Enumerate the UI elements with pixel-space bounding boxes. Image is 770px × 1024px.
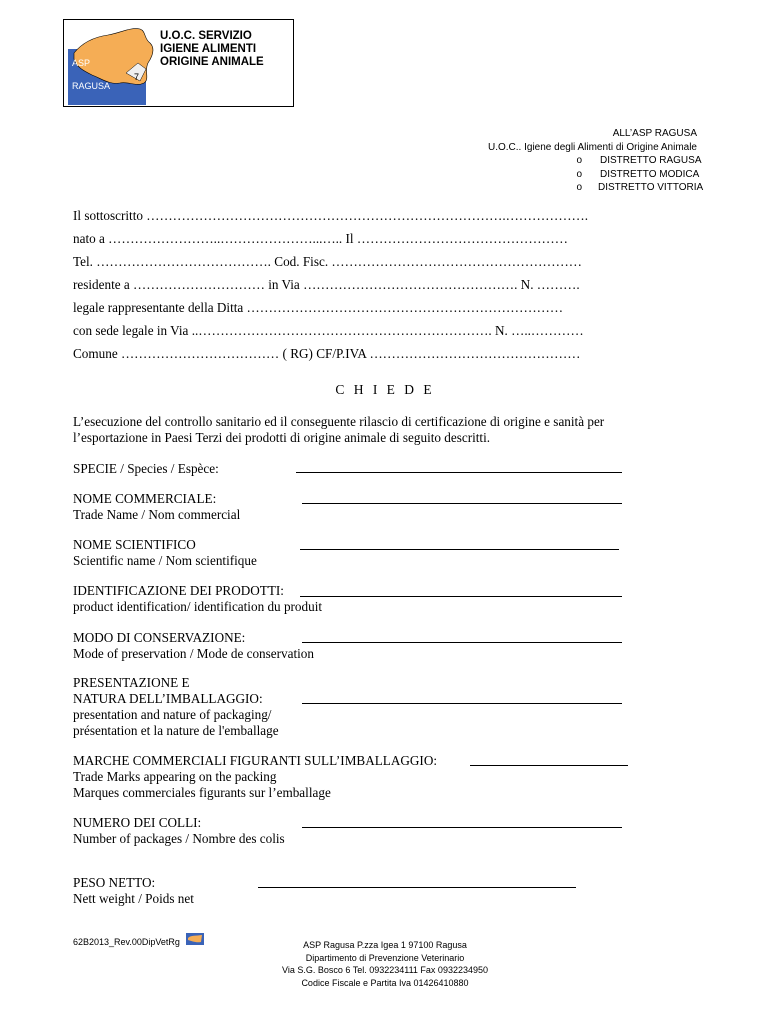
logo-line: IGIENE ALIMENTI — [160, 43, 257, 55]
recipient-line: U.O.C.. Igiene degli Alimenti di Origine Animale — [488, 141, 697, 153]
checkbox-bullet[interactable]: o — [576, 168, 582, 180]
district-ragusa — [488, 154, 702, 168]
identificazione-label: IDENTIFICAZIONE DEI PRODOTTI: — [73, 583, 284, 598]
form-line-comune[interactable]: Comune ……………………………… ( RG) CF/P.IVA ………………………………………… — [73, 346, 581, 361]
logo-line: ORIGINE ANIMALE — [160, 56, 264, 68]
footer-address — [275, 939, 495, 989]
logo-small-icon — [186, 933, 204, 945]
colli-sublabel: Number of packages / Nombre des colis — [73, 831, 285, 846]
colli-label: NUMERO DEI COLLI: — [73, 815, 202, 830]
marche-sublabel-2: Marques commerciales figurants sur l’emballage — [73, 785, 331, 800]
form-line-nato[interactable]: nato a ……………………..…………………...….. Il ………………………………………… — [73, 231, 568, 246]
recipient-line: ALL’ASP RAGUSA — [612, 128, 697, 139]
presentazione-input[interactable] — [302, 703, 622, 704]
logo-ragusa-text: RAGUSA — [72, 81, 111, 91]
marche-input[interactable] — [470, 765, 628, 766]
checkbox-bullet[interactable]: o — [576, 182, 582, 193]
peso-sublabel: Nett weight / Poids net — [73, 891, 194, 906]
identificazione-input[interactable] — [300, 596, 622, 597]
marche-sublabel: Trade Marks appearing on the packing — [73, 769, 277, 784]
modo-input[interactable] — [302, 642, 622, 643]
nome-commerciale-input[interactable] — [302, 503, 622, 504]
district-vittoria — [488, 181, 704, 195]
nome-commerciale-label: NOME COMMERCIALE: — [73, 491, 217, 506]
logo-line: U.O.C. SERVIZIO — [160, 30, 252, 42]
district-modica — [488, 168, 700, 182]
presentazione-label-2: NATURA DELL’IMBALLAGGIO: — [73, 691, 263, 706]
colli-input[interactable] — [302, 827, 622, 828]
footer-line: Dipartimento di Prevenzione Veterinario — [305, 952, 465, 963]
form-line-residente[interactable]: residente a ………………………… in Via …………………………………………. N. ………. — [73, 277, 580, 292]
logo-title — [160, 30, 264, 69]
nome-scientifico-input[interactable] — [300, 549, 619, 550]
checkbox-bullet[interactable]: o — [576, 155, 582, 166]
nome-scientifico-sublabel: Scientific name / Nom scientifique — [73, 553, 257, 568]
form-line-sottoscritto[interactable]: Il sottoscritto ……………………………………………………………………….………………. — [73, 208, 589, 223]
request-paragraph: L’esecuzione del controllo sanitario ed il conseguente rilascio di certificazione di origine e sanità per l’esportazione in Paesi Terzi dei prodotti di origine animale di seguito descritti. — [73, 414, 605, 445]
footer-line: Codice Fiscale e Partita Iva 01426410880 — [301, 977, 469, 988]
logo-number: 7 — [134, 72, 140, 82]
footer-line: ASP Ragusa P.zza Igea 1 97100 Ragusa — [303, 940, 467, 950]
presentazione-sublabel-2: présentation et la nature de l'emballage — [73, 723, 279, 738]
presentazione-sublabel: presentation and nature of packaging/ — [73, 707, 272, 722]
recipient-block — [488, 127, 704, 195]
district-label: DISTRETTO MODICA — [600, 168, 700, 180]
district-label: DISTRETTO VITTORIA — [598, 182, 704, 193]
specie-input[interactable] — [296, 472, 622, 473]
peso-input[interactable] — [258, 887, 576, 888]
footer-code: 62B2013_Rev.00DipVetRg — [73, 937, 180, 947]
nome-commerciale-sublabel: Trade Name / Nom commercial — [73, 507, 241, 522]
form-line-legale[interactable]: legale rappresentante della Ditta ……………………………………………………………… — [73, 300, 564, 315]
logo-asp-text: ASP — [72, 58, 91, 68]
logo-box — [63, 19, 294, 107]
identificazione-sublabel: product identification/ identification du produit — [73, 599, 323, 614]
nome-scientifico-label: NOME SCIENTIFICO — [73, 537, 196, 552]
presentazione-label: PRESENTAZIONE E — [73, 675, 190, 690]
form-line-sede[interactable]: con sede legale in Via ..…………………………………………………………. N. …..………… — [73, 323, 584, 338]
district-label: DISTRETTO RAGUSA — [600, 155, 702, 166]
modo-label: MODO DI CONSERVAZIONE: — [73, 630, 246, 645]
form-line-tel[interactable]: Tel. …………………………………. Cod. Fisc. ………………………………………………… — [73, 254, 582, 269]
chiede-heading: C H I E D E — [335, 382, 435, 397]
footer-line: Via S.G. Bosco 6 Tel. 0932234111 Fax 0932234950 — [282, 965, 488, 975]
peso-label: PESO NETTO: — [73, 875, 156, 890]
marche-label: MARCHE COMMERCIALI FIGURANTI SULL’IMBALLAGGIO: — [73, 753, 438, 768]
specie-label: SPECIE / Species / Espèce: — [73, 461, 219, 476]
modo-sublabel: Mode of preservation / Mode de conservation — [73, 646, 314, 661]
